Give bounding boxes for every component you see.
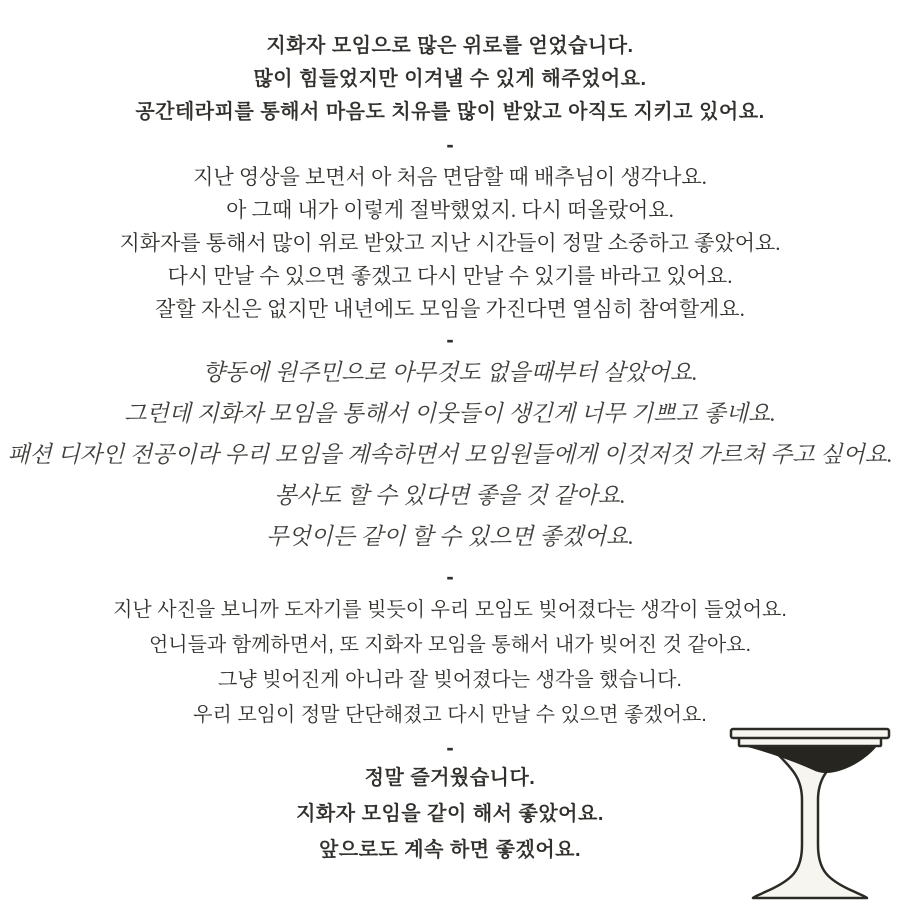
testimonial-block-3 <box>0 352 900 557</box>
testimonial-line: 아 그때 내가 이렇게 절박했었지. 다시 떠올랐어요. <box>226 198 674 222</box>
testimonial-line: 언니들과 함께하면서, 또 지화자 모임을 통해서 내가 빚어진 것 같아요. <box>148 634 752 656</box>
testimonial-line: 지난 영상을 보면서 아 처음 면담할 때 배추님이 생각나요. <box>193 165 707 189</box>
testimonial-line: 지난 사진을 보니까 도자기를 빚듯이 우리 모임도 빚어졌다는 생각이 들었어요. <box>113 599 787 621</box>
section-divider: - <box>446 327 454 352</box>
testimonial-line: 많이 힘들었지만 이겨낼 수 있게 해주었어요. <box>253 68 647 90</box>
testimonial-block-2 <box>0 161 900 326</box>
testimonial-block-4 <box>0 593 900 733</box>
testimonial-line: 앞으로도 계속 하면 좋겠어요. <box>318 839 582 861</box>
testimonial-line: 그런데 지화자 모임을 통해서 이웃들이 생긴게 너무 기쁘고 좋네요. <box>124 401 776 426</box>
testimonial-line: 정말 즐거웠습니다. <box>364 767 536 789</box>
section-divider: - <box>446 735 454 760</box>
testimonial-line: 지화자 모임으로 많은 위로를 얻었습니다. <box>266 35 634 57</box>
tulip-table-icon <box>725 725 895 900</box>
testimonial-line: 그냥 빚어진게 아니라 잘 빚어졌다는 생각을 했습니다. <box>218 669 682 691</box>
testimonial-line: 향동에 원주민으로 아무것도 없을때부터 살았어요. <box>202 360 698 385</box>
section-divider: - <box>446 132 454 157</box>
testimonial-line: 패션 디자인 전공이라 우리 모임을 계속하면서 모임원들에게 이것저것 가르쳐 주고 싶어요. <box>7 442 893 467</box>
testimonial-line: 무엇이든 같이 할 수 있으면 좋겠어요. <box>266 524 634 549</box>
testimonial-line: 우리 모임이 정말 단단해졌고 다시 만날 수 있으면 좋겠어요. <box>193 704 707 726</box>
testimonial-line: 잘할 자신은 없지만 내년에도 모임을 가진다면 열심히 참여할게요. <box>155 297 745 321</box>
testimonial-line: 지화자를 통해서 많이 위로 받았고 지난 시간들이 정말 소중하고 좋았어요. <box>119 231 781 255</box>
testimonial-block-1 <box>0 30 900 129</box>
testimonial-line: 공간테라피를 통해서 마음도 치유를 많이 받았고 아직도 지키고 있어요. <box>135 101 765 123</box>
testimonial-line: 봉사도 할 수 있다면 좋을 것 같아요. <box>274 483 626 508</box>
testimonial-line: 지화자 모임을 같이 해서 좋았어요. <box>296 803 604 825</box>
section-divider: - <box>446 564 454 589</box>
testimonial-line: 다시 만날 수 있으면 좋겠고 다시 만날 수 있기를 바라고 있어요. <box>167 264 733 288</box>
